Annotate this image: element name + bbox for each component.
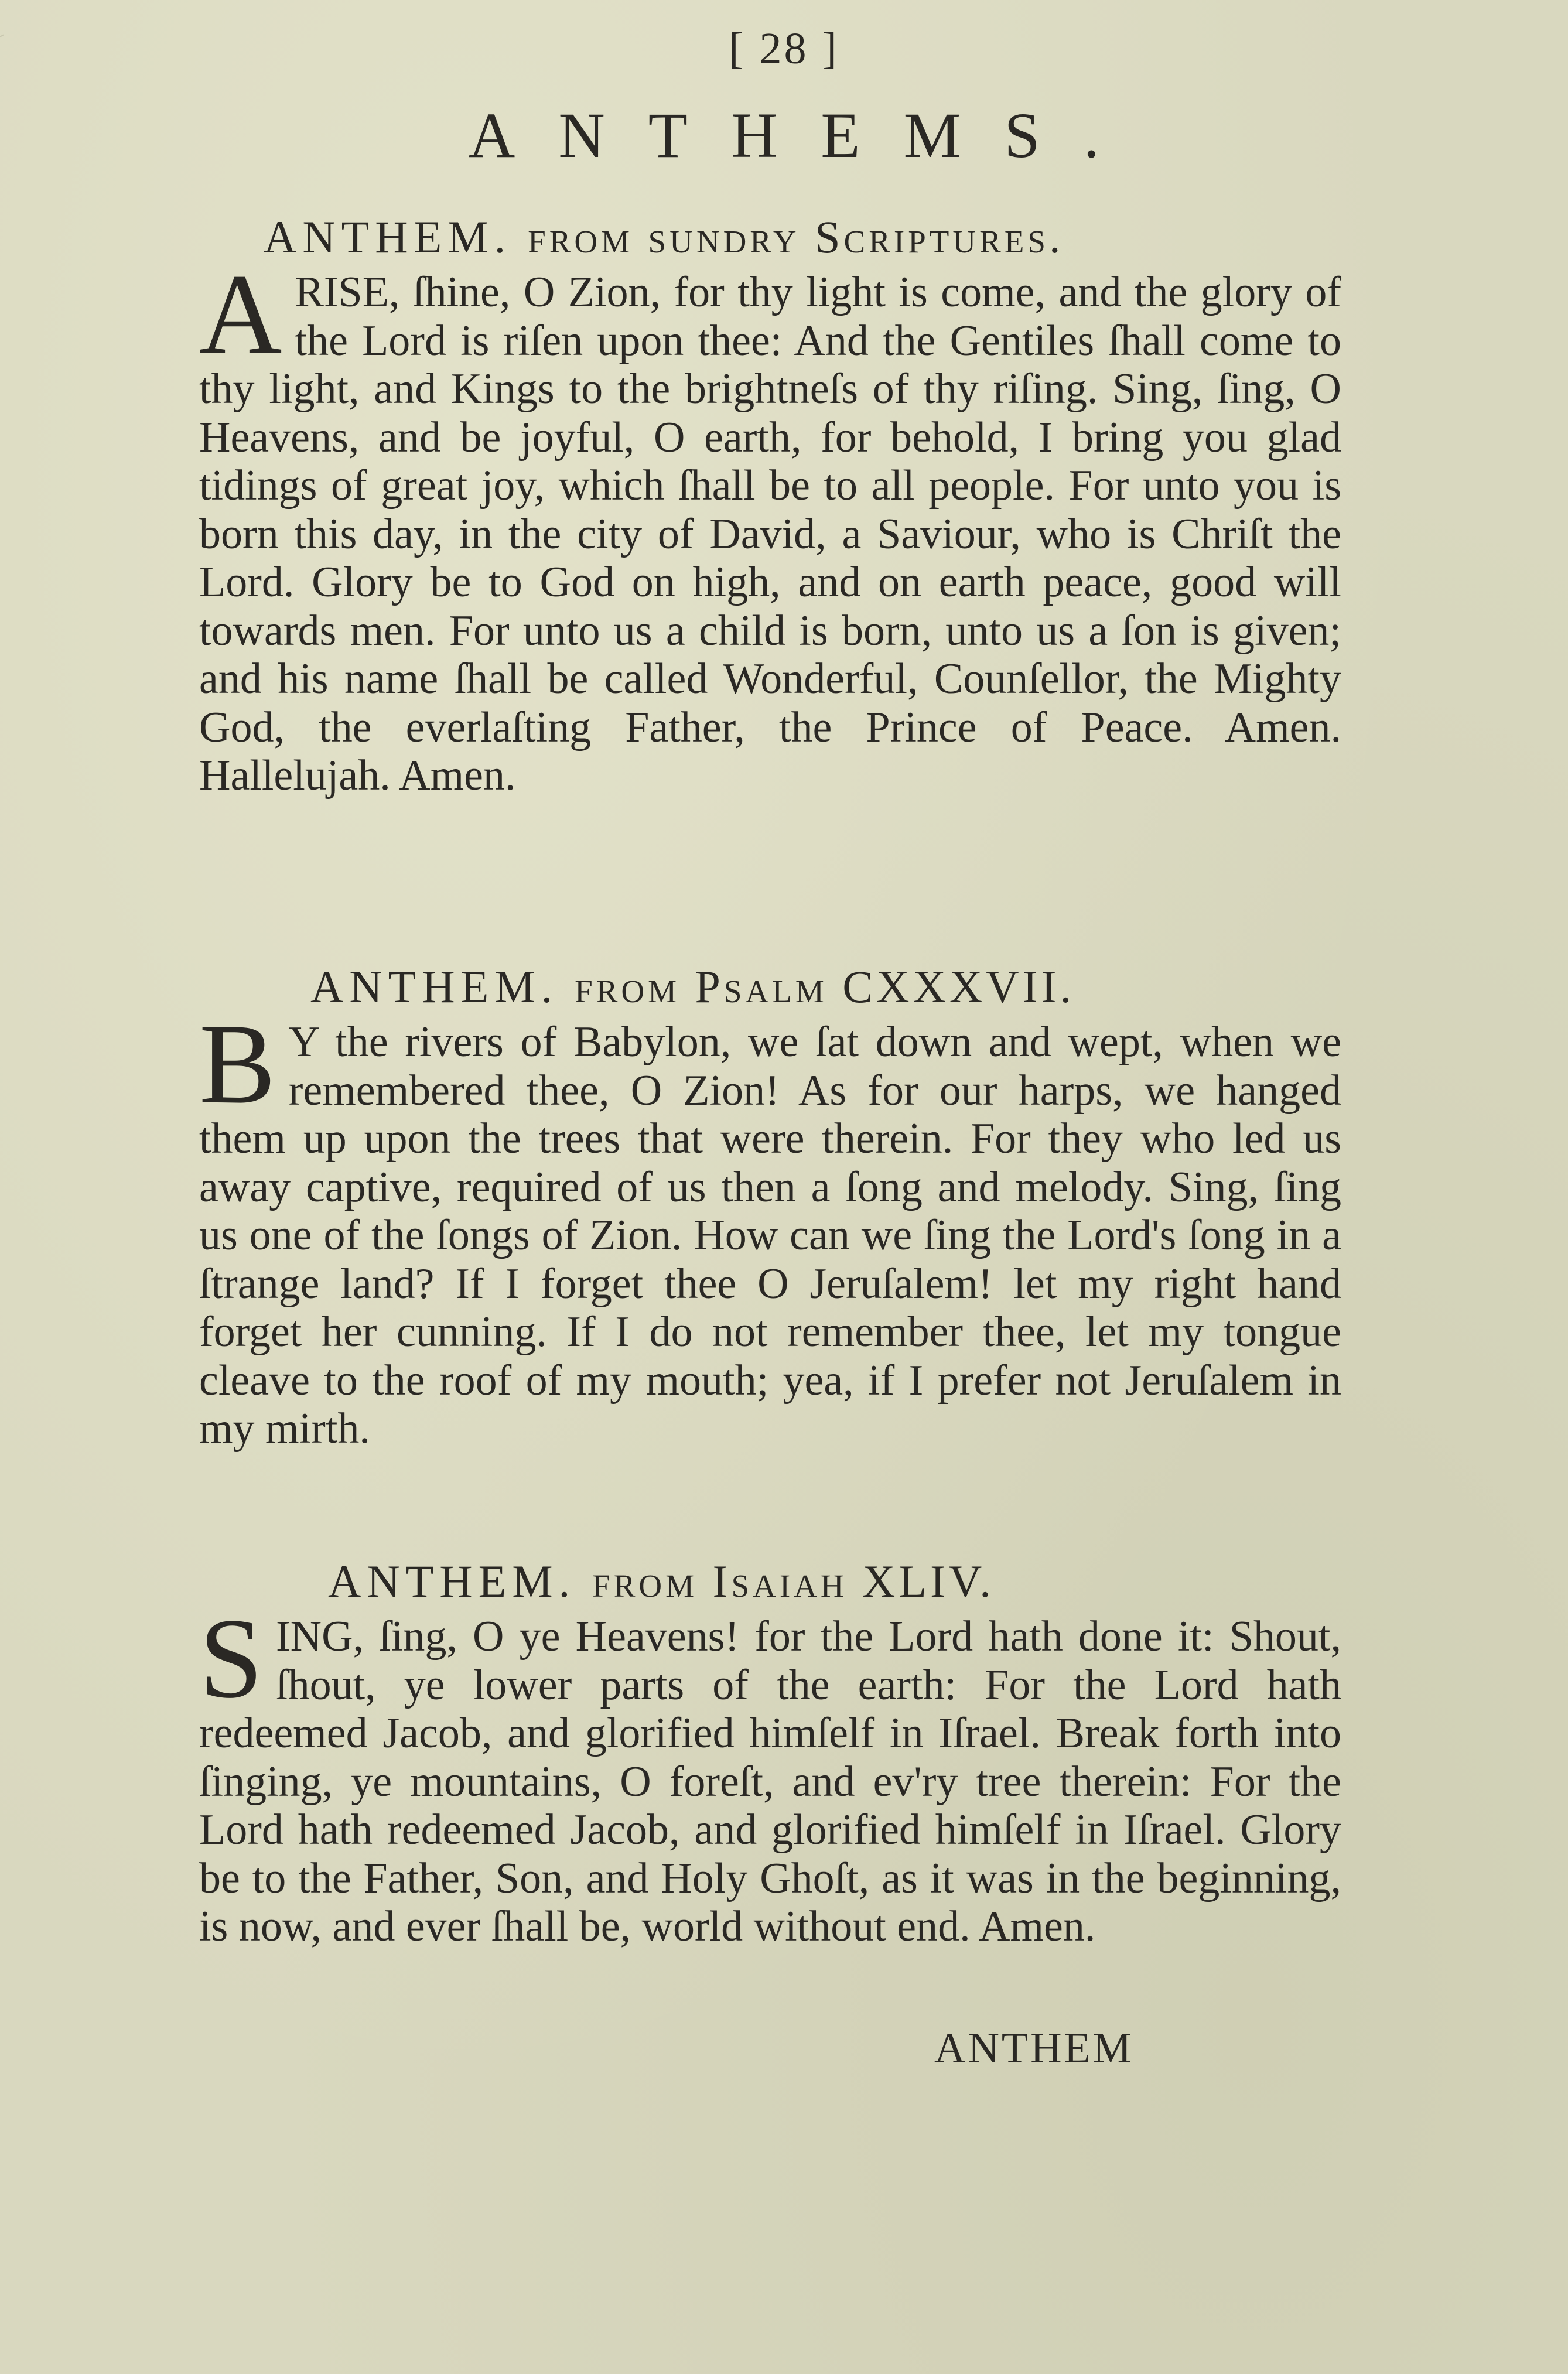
anthem-source: from sundry Scriptures. [528, 211, 1064, 262]
anthem-isaiah-44 [199, 1555, 1341, 1951]
drop-cap: A [199, 251, 282, 378]
anthem-title: ANTHEM. [328, 1556, 576, 1607]
anthem-text-block [199, 1000, 1341, 1453]
catchword: ANTHEM [934, 2024, 1134, 2072]
anthem-text: RISE, ſhine, O Zion, for thy light is come, and the glory of the Lord is riſen upon thee: And the Gentiles ſhall come to thy light, and Kings to the brightneſs of thy riſing. Sing, ſing, O Heavens, and be joyful, O earth, for behold, I bring you glad tidings of great joy, which ſhall be to all people. For unto you is born this day, in the city of David, a Saviour, who is Chriſt the Lord. Glory be to God on high, and on earth peace, good will towards men. For unto us a child is born, unto us a ſon is given; and his name ſhall be called Wonderful, Counſellor, the Mighty God, the everlaſting Father, the Prince of Peace. Amen. Hallelujah. Amen. [199, 268, 1341, 800]
anthem-sundry-scriptures [199, 211, 1341, 800]
anthem-heading [199, 211, 1341, 264]
anthem-title: ANTHEM. [310, 961, 559, 1012]
anthem-text: Y the rivers of Babylon, we ſat down and wept, when we remembered thee, O Zion! As for our harps, we hanged them up upon the trees that were therein. For they who led us away captive, required of us then a ſong and melody. Sing, ſing us one of the ſongs of Zion. How can we ſing the Lord's ſong in a ſtrange land? If I forget thee O Jeruſalem! let my right hand forget her cunning. If I do not remember thee, let my tongue cleave to the roof of my mouth; yea, if I prefer not Jeruſalem in my mirth. [199, 1018, 1341, 1453]
anthem-source: from Psalm CXXXVII. [575, 961, 1075, 1012]
anthem-heading [199, 1555, 1341, 1608]
drop-cap: B [199, 1000, 276, 1128]
running-head: ANTHEMS. [468, 100, 1143, 171]
anthem-text: ING, ſing, O ye Heavens! for the Lord hath done it: Shout, ſhout, ye lower parts of the earth: For the Lord hath redeemed Jacob, and glorified himſelf in Iſrael. Break forth into ſinging, ye mountains, O foreſt, and ev'ry tree therein: For the Lord hath redeemed Jacob, and glorified himſelf in Iſrael. Glory be to the Father, Son, and Holy Ghoſt, as it was in the beginning, is now, and ever ſhall be, world without end. Amen. [199, 1613, 1341, 1951]
drop-cap: S [199, 1595, 264, 1722]
anthem-text-block [199, 1595, 1341, 1951]
anthem-title: ANTHEM. [264, 211, 512, 262]
anthem-heading [199, 961, 1341, 1013]
page-number: [ 28 ] [729, 24, 839, 73]
anthem-source: from Isaiah XLIV. [592, 1556, 995, 1607]
anthem-text-block [199, 251, 1341, 800]
anthem-psalm-137 [199, 961, 1341, 1453]
